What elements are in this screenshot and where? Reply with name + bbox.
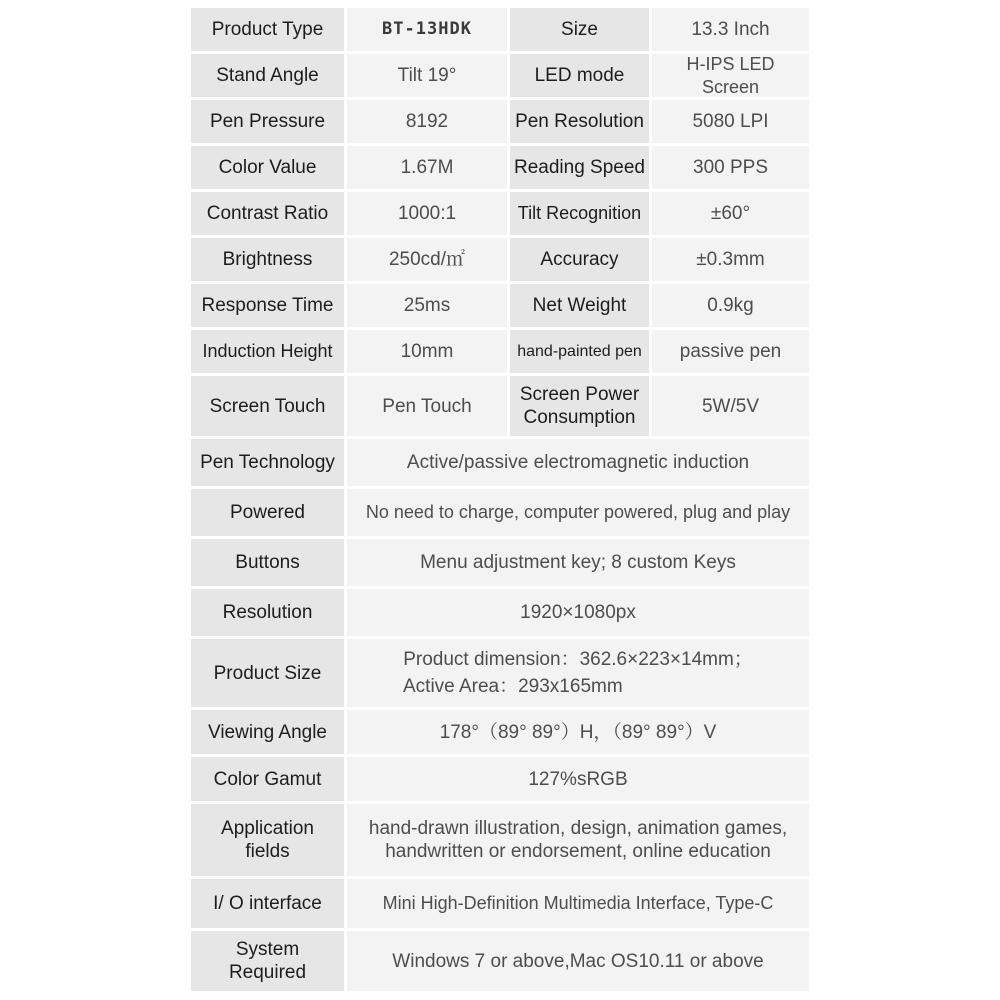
spec-value: 5080 LPI (652, 100, 809, 143)
spec-label: Viewing Angle (191, 710, 344, 754)
spec-value: 250cd/㎡ (347, 238, 507, 281)
spec-label: Screen Touch (191, 376, 344, 436)
spec-value: 300 PPS (652, 146, 809, 189)
spec-label: Powered (191, 489, 344, 536)
spec-label-line: Screen Power (519, 384, 640, 405)
spec-value: 178°（89° 89°）H，（89° 89°）V (347, 710, 809, 754)
spec-value: 25ms (347, 284, 507, 327)
spec-row (191, 192, 809, 235)
spec-row (191, 8, 809, 51)
spec-value-line: handwritten or endorsement, online education (385, 841, 771, 862)
spec-label: Reading Speed (510, 146, 649, 189)
spec-label: Color Gamut (191, 757, 344, 801)
spec-label: Resolution (191, 589, 344, 636)
spec-value: Pen Touch (347, 376, 507, 436)
spec-value: 10mm (347, 330, 507, 373)
spec-value: ±0.3mm (652, 238, 809, 281)
spec-label: Tilt Recognition (510, 192, 649, 235)
spec-row-wide (191, 489, 809, 536)
spec-label-line: Required (228, 962, 307, 983)
spec-value (347, 804, 809, 876)
spec-label (191, 931, 344, 991)
spec-row (191, 146, 809, 189)
spec-label (510, 376, 649, 436)
spec-label: Pen Resolution (510, 100, 649, 143)
spec-value: 1000:1 (347, 192, 507, 235)
spec-row-wide (191, 879, 809, 928)
spec-label: LED mode (510, 54, 649, 97)
spec-label: I/ O interface (191, 879, 344, 928)
spec-value-line: Product dimension：362.6×223×14mm； (403, 649, 753, 670)
spec-row-wide (191, 539, 809, 586)
spec-label: Stand Angle (191, 54, 344, 97)
spec-label-line: System (235, 939, 300, 960)
spec-value: 0.9kg (652, 284, 809, 327)
spec-label-line: Consumption (523, 407, 636, 428)
spec-label: Pen Pressure (191, 100, 344, 143)
spec-label: Brightness (191, 238, 344, 281)
spec-label: Product Size (191, 639, 344, 707)
spec-row-wide (191, 804, 809, 876)
spec-value: H-IPS LED Screen (652, 54, 809, 97)
spec-value: 1.67M (347, 146, 507, 189)
spec-label: Response Time (191, 284, 344, 327)
spec-label: Buttons (191, 539, 344, 586)
spec-label: hand-painted pen (510, 330, 649, 373)
spec-row (191, 376, 809, 436)
spec-label-line: fields (245, 841, 290, 862)
spec-row (191, 238, 809, 281)
spec-value (347, 639, 809, 707)
spec-label: Accuracy (510, 238, 649, 281)
spec-row-wide (191, 639, 809, 707)
spec-label: Induction Height (191, 330, 344, 373)
spec-value-line: hand-drawn illustration, design, animation games, (368, 818, 788, 839)
spec-label: Net Weight (510, 284, 649, 327)
spec-table (191, 8, 809, 991)
spec-value: 127%sRGB (347, 757, 809, 801)
spec-row (191, 100, 809, 143)
spec-value: Menu adjustment key; 8 custom Keys (347, 539, 809, 586)
spec-row (191, 330, 809, 373)
spec-value: Windows 7 or above,Mac OS10.11 or above (347, 931, 809, 991)
spec-value: BT-13HDK (347, 8, 507, 51)
spec-label (191, 804, 344, 876)
spec-row-wide (191, 931, 809, 991)
spec-row-wide (191, 710, 809, 754)
spec-value: Tilt 19° (347, 54, 507, 97)
spec-value-line: Active Area：293x165mm (403, 676, 623, 697)
spec-label: Size (510, 8, 649, 51)
spec-value: No need to charge, computer powered, plug and play (347, 489, 809, 536)
spec-value: passive pen (652, 330, 809, 373)
spec-row (191, 284, 809, 327)
spec-value: Active/passive electromagnetic induction (347, 439, 809, 486)
spec-row-wide (191, 757, 809, 801)
spec-value: 5W/5V (652, 376, 809, 436)
spec-label: Color Value (191, 146, 344, 189)
spec-value: 8192 (347, 100, 507, 143)
spec-label: Product Type (191, 8, 344, 51)
spec-label: Contrast Ratio (191, 192, 344, 235)
spec-row-wide (191, 439, 809, 486)
spec-row (191, 54, 809, 97)
spec-value: Mini High-Definition Multimedia Interface, Type-C (347, 879, 809, 928)
spec-value: 1920×1080px (347, 589, 809, 636)
spec-value: 13.3 Inch (652, 8, 809, 51)
spec-value: ±60° (652, 192, 809, 235)
spec-label-line: Application (221, 818, 314, 839)
spec-label: Pen Technology (191, 439, 344, 486)
spec-row-wide (191, 589, 809, 636)
